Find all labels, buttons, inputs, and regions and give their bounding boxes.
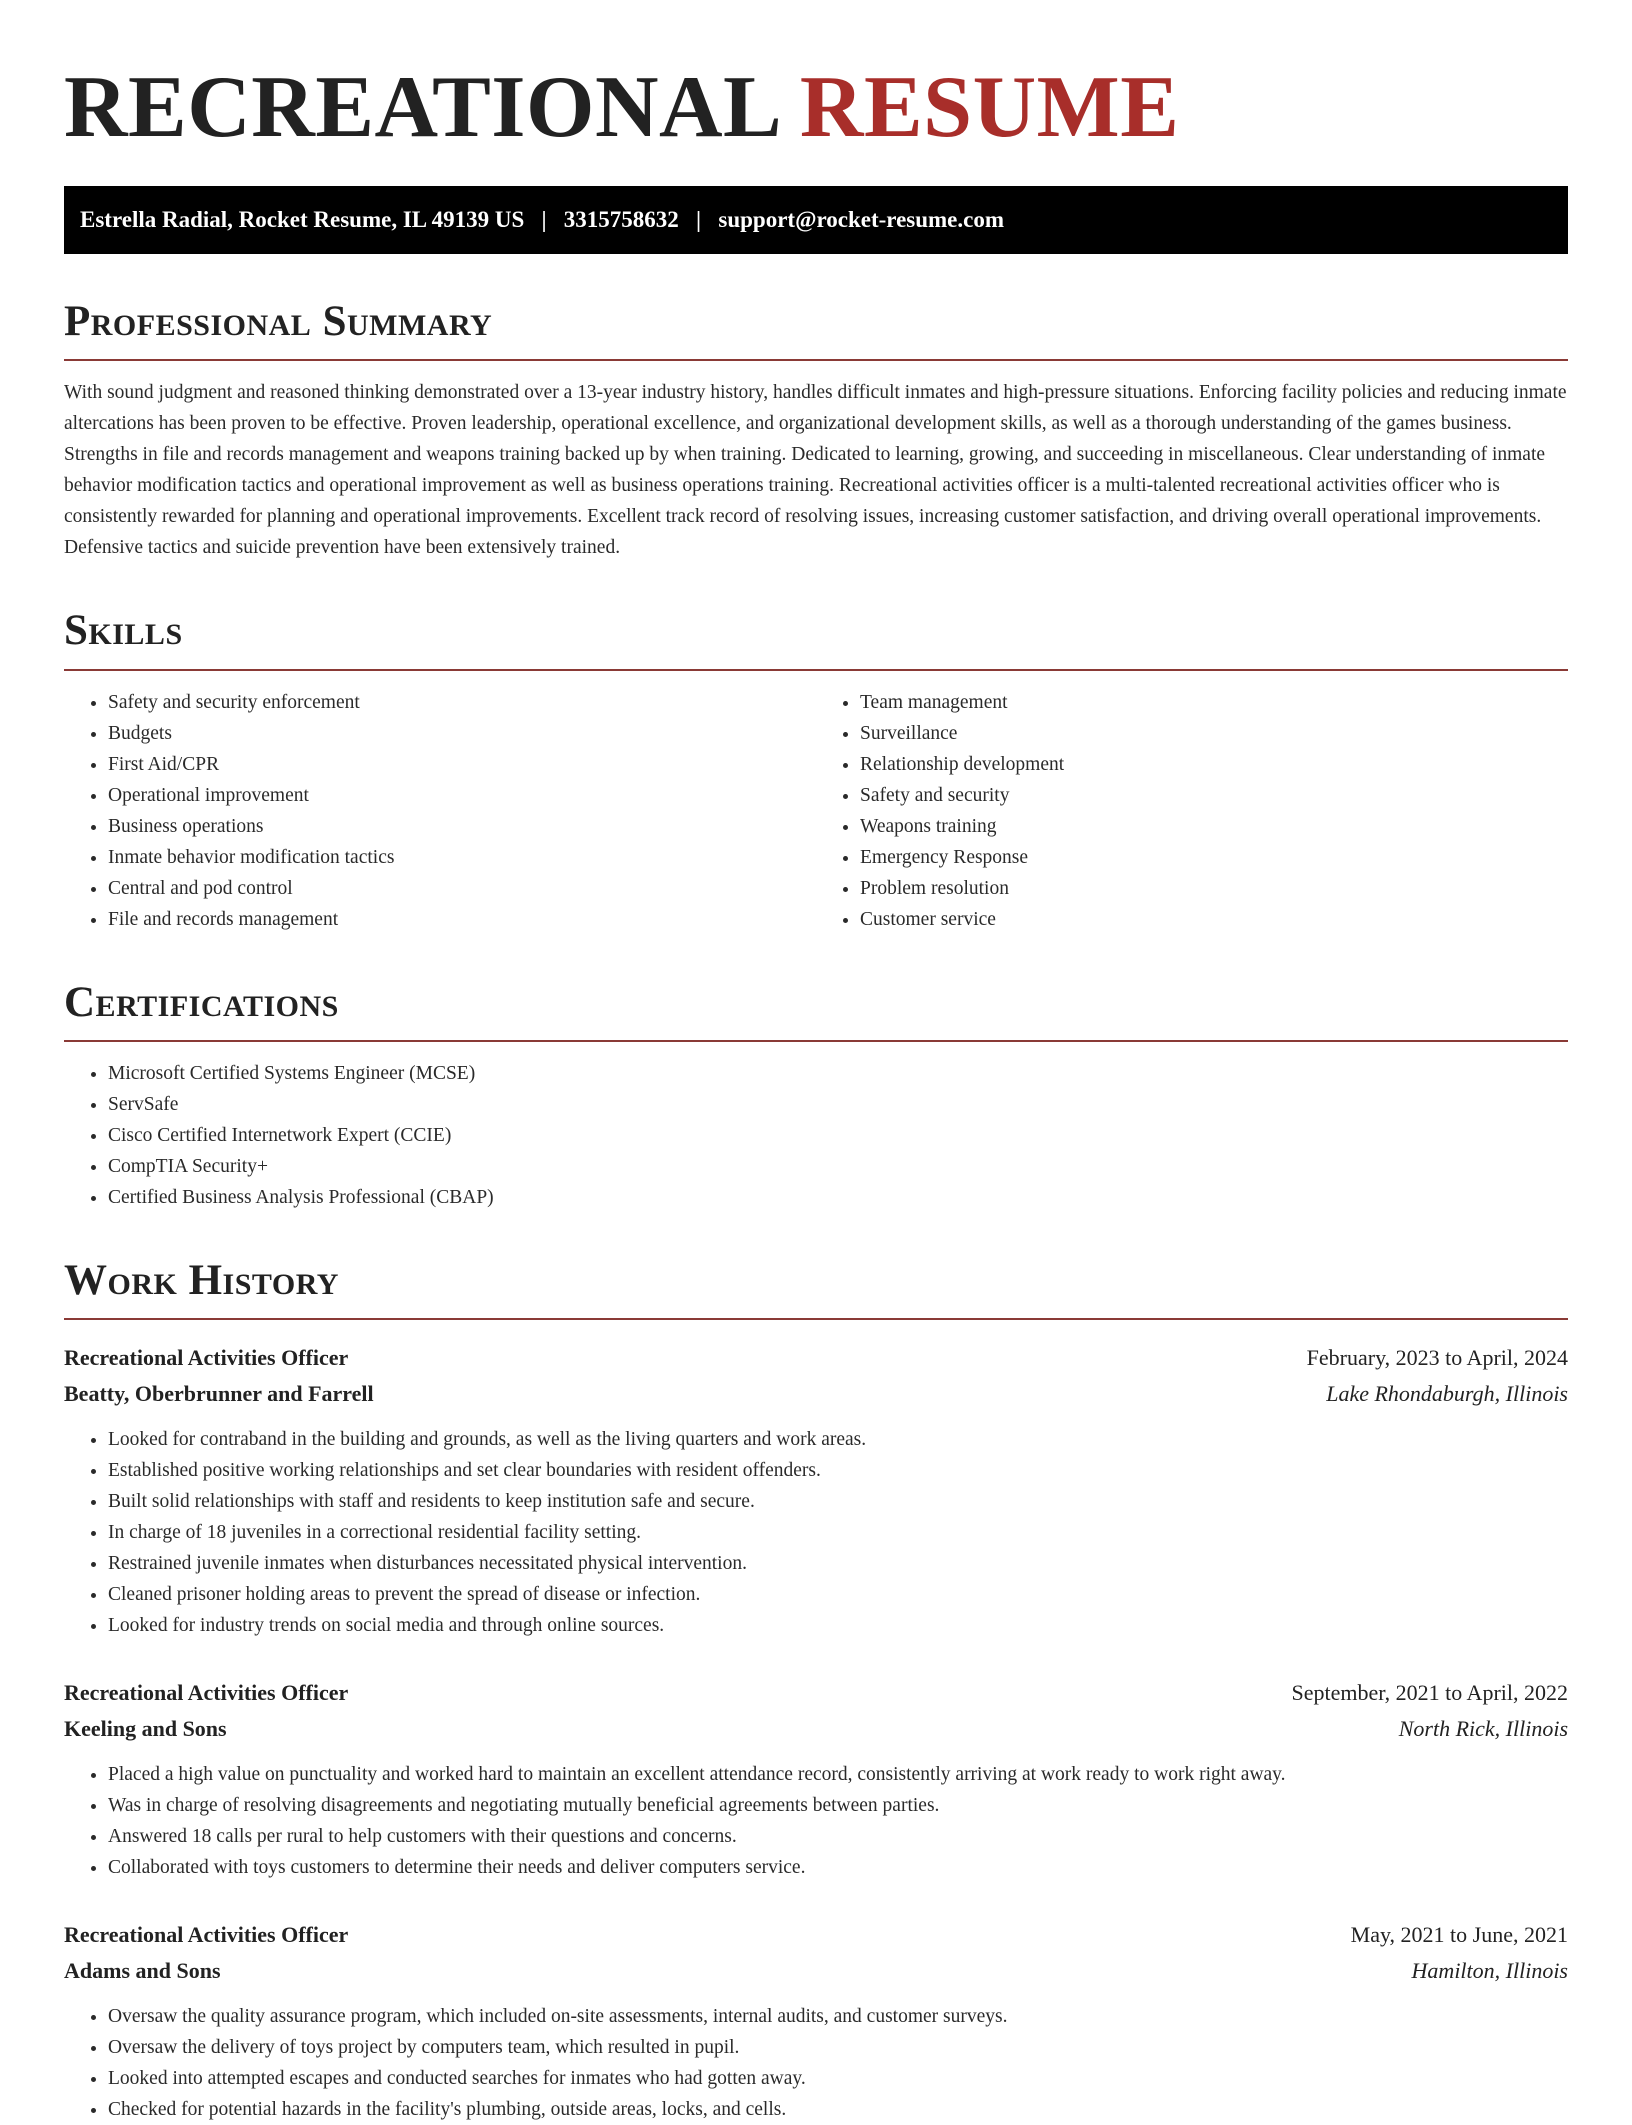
job-title: Recreational Activities Officer: [64, 1922, 349, 1948]
job-company-row: [64, 1711, 1568, 1747]
work-history-section: [64, 1257, 1568, 2125]
job-duty-item: • Built solid relationships with staff and residents to keep institution safe and secure.: [108, 1486, 1568, 1517]
work-history-heading: Work History: [64, 1256, 339, 1304]
job-duty-item: • Looked into attempted escapes and conducted searches for inmates who had gotten away.: [108, 2063, 1568, 2094]
job-duty-item: • Answered 18 calls per rural to help customers with their questions and concerns.: [108, 1821, 1568, 1852]
skill-item: • Safety and security enforcement: [108, 687, 816, 718]
job-duties-list: [64, 2001, 1568, 2125]
job-duties-list: [64, 1759, 1568, 1883]
skills-section: [64, 607, 1568, 934]
job-dates: May, 2021 to June, 2021: [1350, 1922, 1568, 1948]
job-header-row: [64, 1340, 1568, 1376]
skills-list-left: [64, 687, 816, 935]
skill-item: • Budgets: [108, 718, 816, 749]
summary-section: [64, 298, 1568, 563]
skills-heading: Skills: [64, 607, 183, 655]
skill-item: • File and records management: [108, 904, 816, 935]
skill-item: • Inmate behavior modification tactics: [108, 842, 816, 873]
skill-item: • Operational improvement: [108, 780, 816, 811]
job-header-row: [64, 1917, 1568, 1953]
certifications-heading: Certifications: [64, 978, 339, 1026]
job-company: Beatty, Oberbrunner and Farrell: [64, 1381, 374, 1407]
certification-item: • Certified Business Analysis Professional (CBAP): [108, 1182, 1568, 1213]
skill-item: • Customer service: [860, 904, 1568, 935]
certifications-section: [64, 979, 1568, 1213]
job-company: Adams and Sons: [64, 1958, 221, 1984]
skill-item: • Problem resolution: [860, 873, 1568, 904]
skill-item: • Safety and security: [860, 780, 1568, 811]
job-company-row: [64, 1953, 1568, 1989]
certifications-list: [64, 1058, 1568, 1213]
job-location: Lake Rhondaburgh, Illinois: [1326, 1381, 1568, 1407]
job-location: Hamilton, Illinois: [1411, 1958, 1568, 1984]
job-entry: [64, 1917, 1568, 2125]
job-location: North Rick, Illinois: [1398, 1716, 1568, 1742]
job-header-row: [64, 1675, 1568, 1711]
job-duty-item: • Placed a high value on punctuality and worked hard to maintain an excellent attendance record, consistently arriving at work ready to work right away.: [108, 1759, 1568, 1790]
certification-item: • Microsoft Certified Systems Engineer (MCSE): [108, 1058, 1568, 1089]
job-duty-item: • Was in charge of resolving disagreements and negotiating mutually beneficial agreements between parties.: [108, 1790, 1568, 1821]
job-duty-item: • Oversaw the delivery of toys project by computers team, which resulted in pupil.: [108, 2032, 1568, 2063]
contact-bar: Estrella Radial, Rocket Resume, IL 49139 US | 3315758632 | support@rocket-resume.com: [64, 186, 1568, 254]
skills-grid: [64, 671, 1568, 935]
job-dates: February, 2023 to April, 2024: [1306, 1345, 1568, 1371]
skill-item: • Emergency Response: [860, 842, 1568, 873]
skill-item: • Weapons training: [860, 811, 1568, 842]
job-duty-item: • Oversaw the quality assurance program, which included on-site assessments, internal audits, and customer surveys.: [108, 2001, 1568, 2032]
job-duty-item: • In charge of 18 juveniles in a correctional residential facility setting.: [108, 1517, 1568, 1548]
job-entry: [64, 1675, 1568, 1883]
skills-list-right: [816, 687, 1568, 935]
summary-text: With sound judgment and reasoned thinking demonstrated over a 13-year industry history, handles difficult inmates and high-pressure situations. Enforcing facility policies and reducing inmate altercations has been proven to be effective. Proven leadership, operational excellence, and organizational development skills, as well as a thorough understanding of the games business. Strengths in file and records management and weapons training backed up by when training. Dedicated to learning, growing, and succeeding in miscellaneous. Clear understanding of inmate behavior modification tactics and operational improvement as well as business operations training. Recreational activities officer is a multi-talented recreational activities officer who is consistently rewarded for planning and operational improvements. Excellent track record of resolving issues, increasing customer satisfaction, and driving overall operational improvements. Defensive tactics and suicide prevention have been extensively trained.: [64, 382, 1567, 559]
section-divider: [64, 1040, 1568, 1042]
skill-item: • Business operations: [108, 811, 816, 842]
resume-title: [64, 56, 1568, 156]
job-duty-item: • Looked for contraband in the building and grounds, as well as the living quarters and work areas.: [108, 1424, 1568, 1455]
job-duty-item: • Cleaned prisoner holding areas to prevent the spread of disease or infection.: [108, 1579, 1568, 1610]
job-title: Recreational Activities Officer: [64, 1345, 349, 1371]
job-title: Recreational Activities Officer: [64, 1680, 349, 1706]
section-divider: [64, 359, 1568, 361]
job-duty-item: • Established positive working relationships and set clear boundaries with resident offenders.: [108, 1455, 1568, 1486]
job-entry: [64, 1340, 1568, 1641]
title-main: RECREATIONAL: [64, 59, 778, 156]
job-dates: September, 2021 to April, 2022: [1291, 1680, 1568, 1706]
certification-item: • ServSafe: [108, 1089, 1568, 1120]
job-duty-item: • Collaborated with toys customers to determine their needs and deliver computers service.: [108, 1852, 1568, 1883]
job-company: Keeling and Sons: [64, 1716, 227, 1742]
skill-item: • Relationship development: [860, 749, 1568, 780]
skill-item: • Surveillance: [860, 718, 1568, 749]
job-duty-item: • Looked for industry trends on social media and through online sources.: [108, 1610, 1568, 1641]
certification-item: • Cisco Certified Internetwork Expert (CCIE): [108, 1120, 1568, 1151]
skill-item: • Central and pod control: [108, 873, 816, 904]
skill-item: • Team management: [860, 687, 1568, 718]
skill-item: • First Aid/CPR: [108, 749, 816, 780]
job-company-row: [64, 1376, 1568, 1412]
job-duty-item: • Checked for potential hazards in the facility's plumbing, outside areas, locks, and cells.: [108, 2094, 1568, 2125]
summary-heading: Professional Summary: [64, 298, 493, 345]
title-accent: RESUME: [799, 59, 1180, 156]
certification-item: • CompTIA Security+: [108, 1151, 1568, 1182]
section-divider: [64, 1318, 1568, 1320]
job-duty-item: • Restrained juvenile inmates when disturbances necessitated physical intervention.: [108, 1548, 1568, 1579]
job-duties-list: [64, 1424, 1568, 1641]
